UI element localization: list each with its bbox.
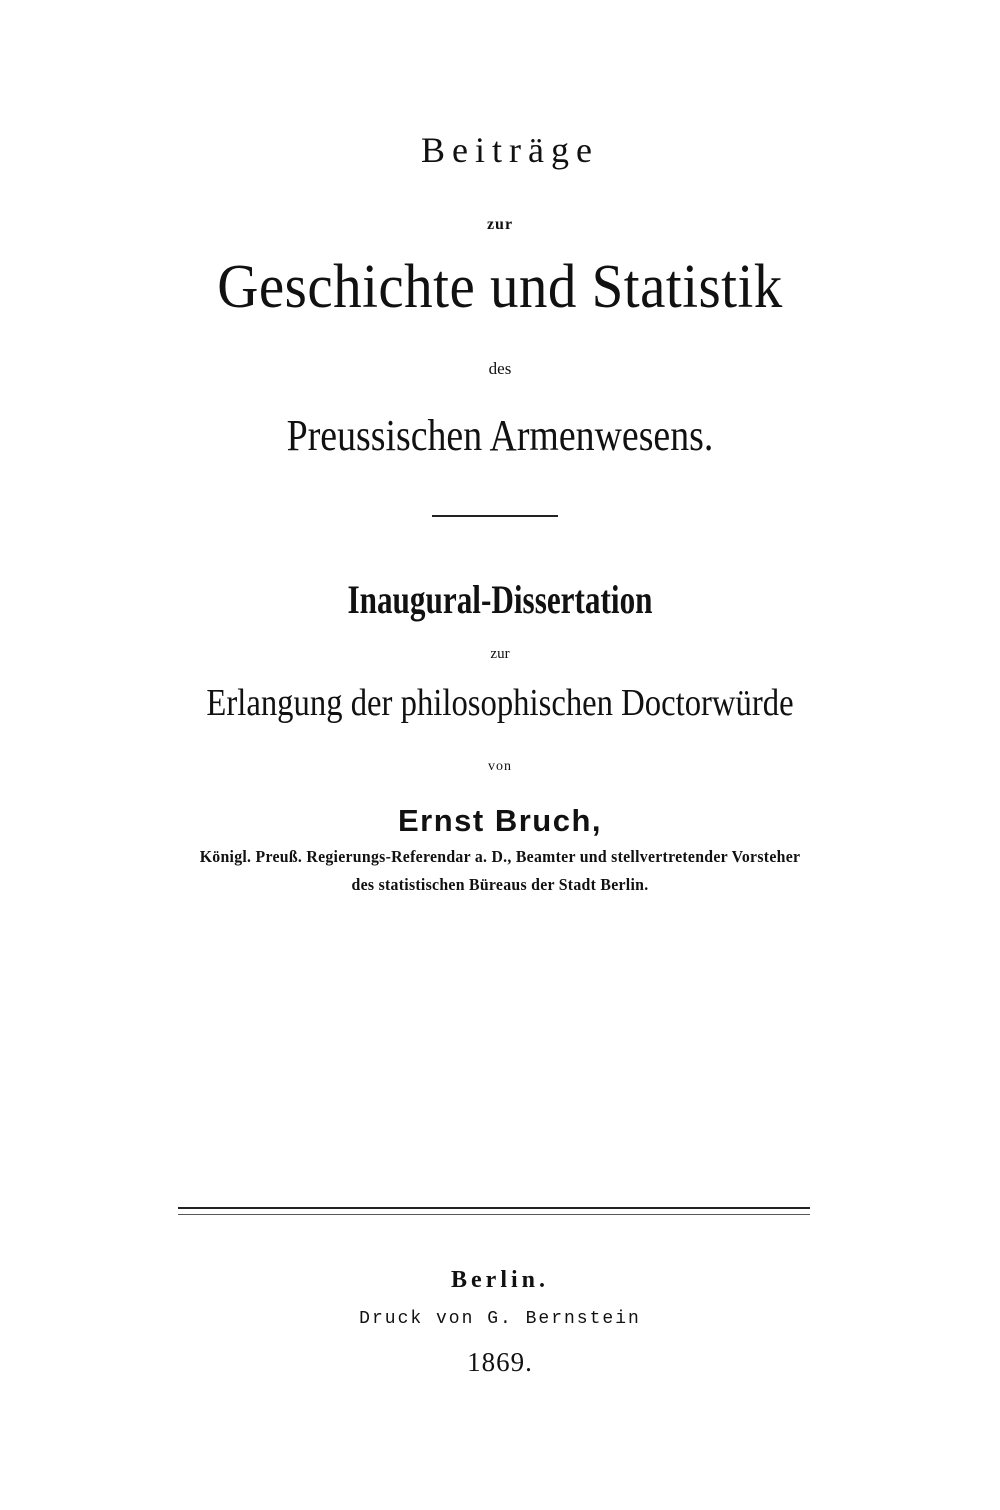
connector-zur-2: zur <box>490 646 510 662</box>
main-title: Geschichte und Statistik <box>217 253 783 321</box>
subtitle: Preussischen Armenwesens. <box>286 411 714 460</box>
connector-von: von <box>488 759 512 774</box>
divider-long <box>178 1207 810 1215</box>
connector-zur: zur <box>486 216 514 233</box>
beitraege-heading: Beiträge <box>421 130 599 170</box>
connector-des: des <box>488 359 512 378</box>
author-affiliation-line-1: Königl. Preuß. Regierungs-Referendar a. D., Beamter und stellvertretender Vorsteher <box>199 847 801 866</box>
publication-year: 1869. <box>467 1347 533 1377</box>
publication-place: Berlin. <box>451 1267 549 1293</box>
printer-line: Druck von G. Bernstein <box>359 1309 641 1329</box>
dissertation-heading: Inaugural-Dissertation <box>347 577 653 622</box>
degree-purpose: Erlangung der philosophischen Doctorwürde <box>206 682 794 724</box>
author-affiliation-line-2: des statistischen Büreaus der Stadt Berlin. <box>351 875 649 894</box>
author-name: Ernst Bruch, <box>397 803 603 838</box>
divider-short <box>432 515 558 517</box>
